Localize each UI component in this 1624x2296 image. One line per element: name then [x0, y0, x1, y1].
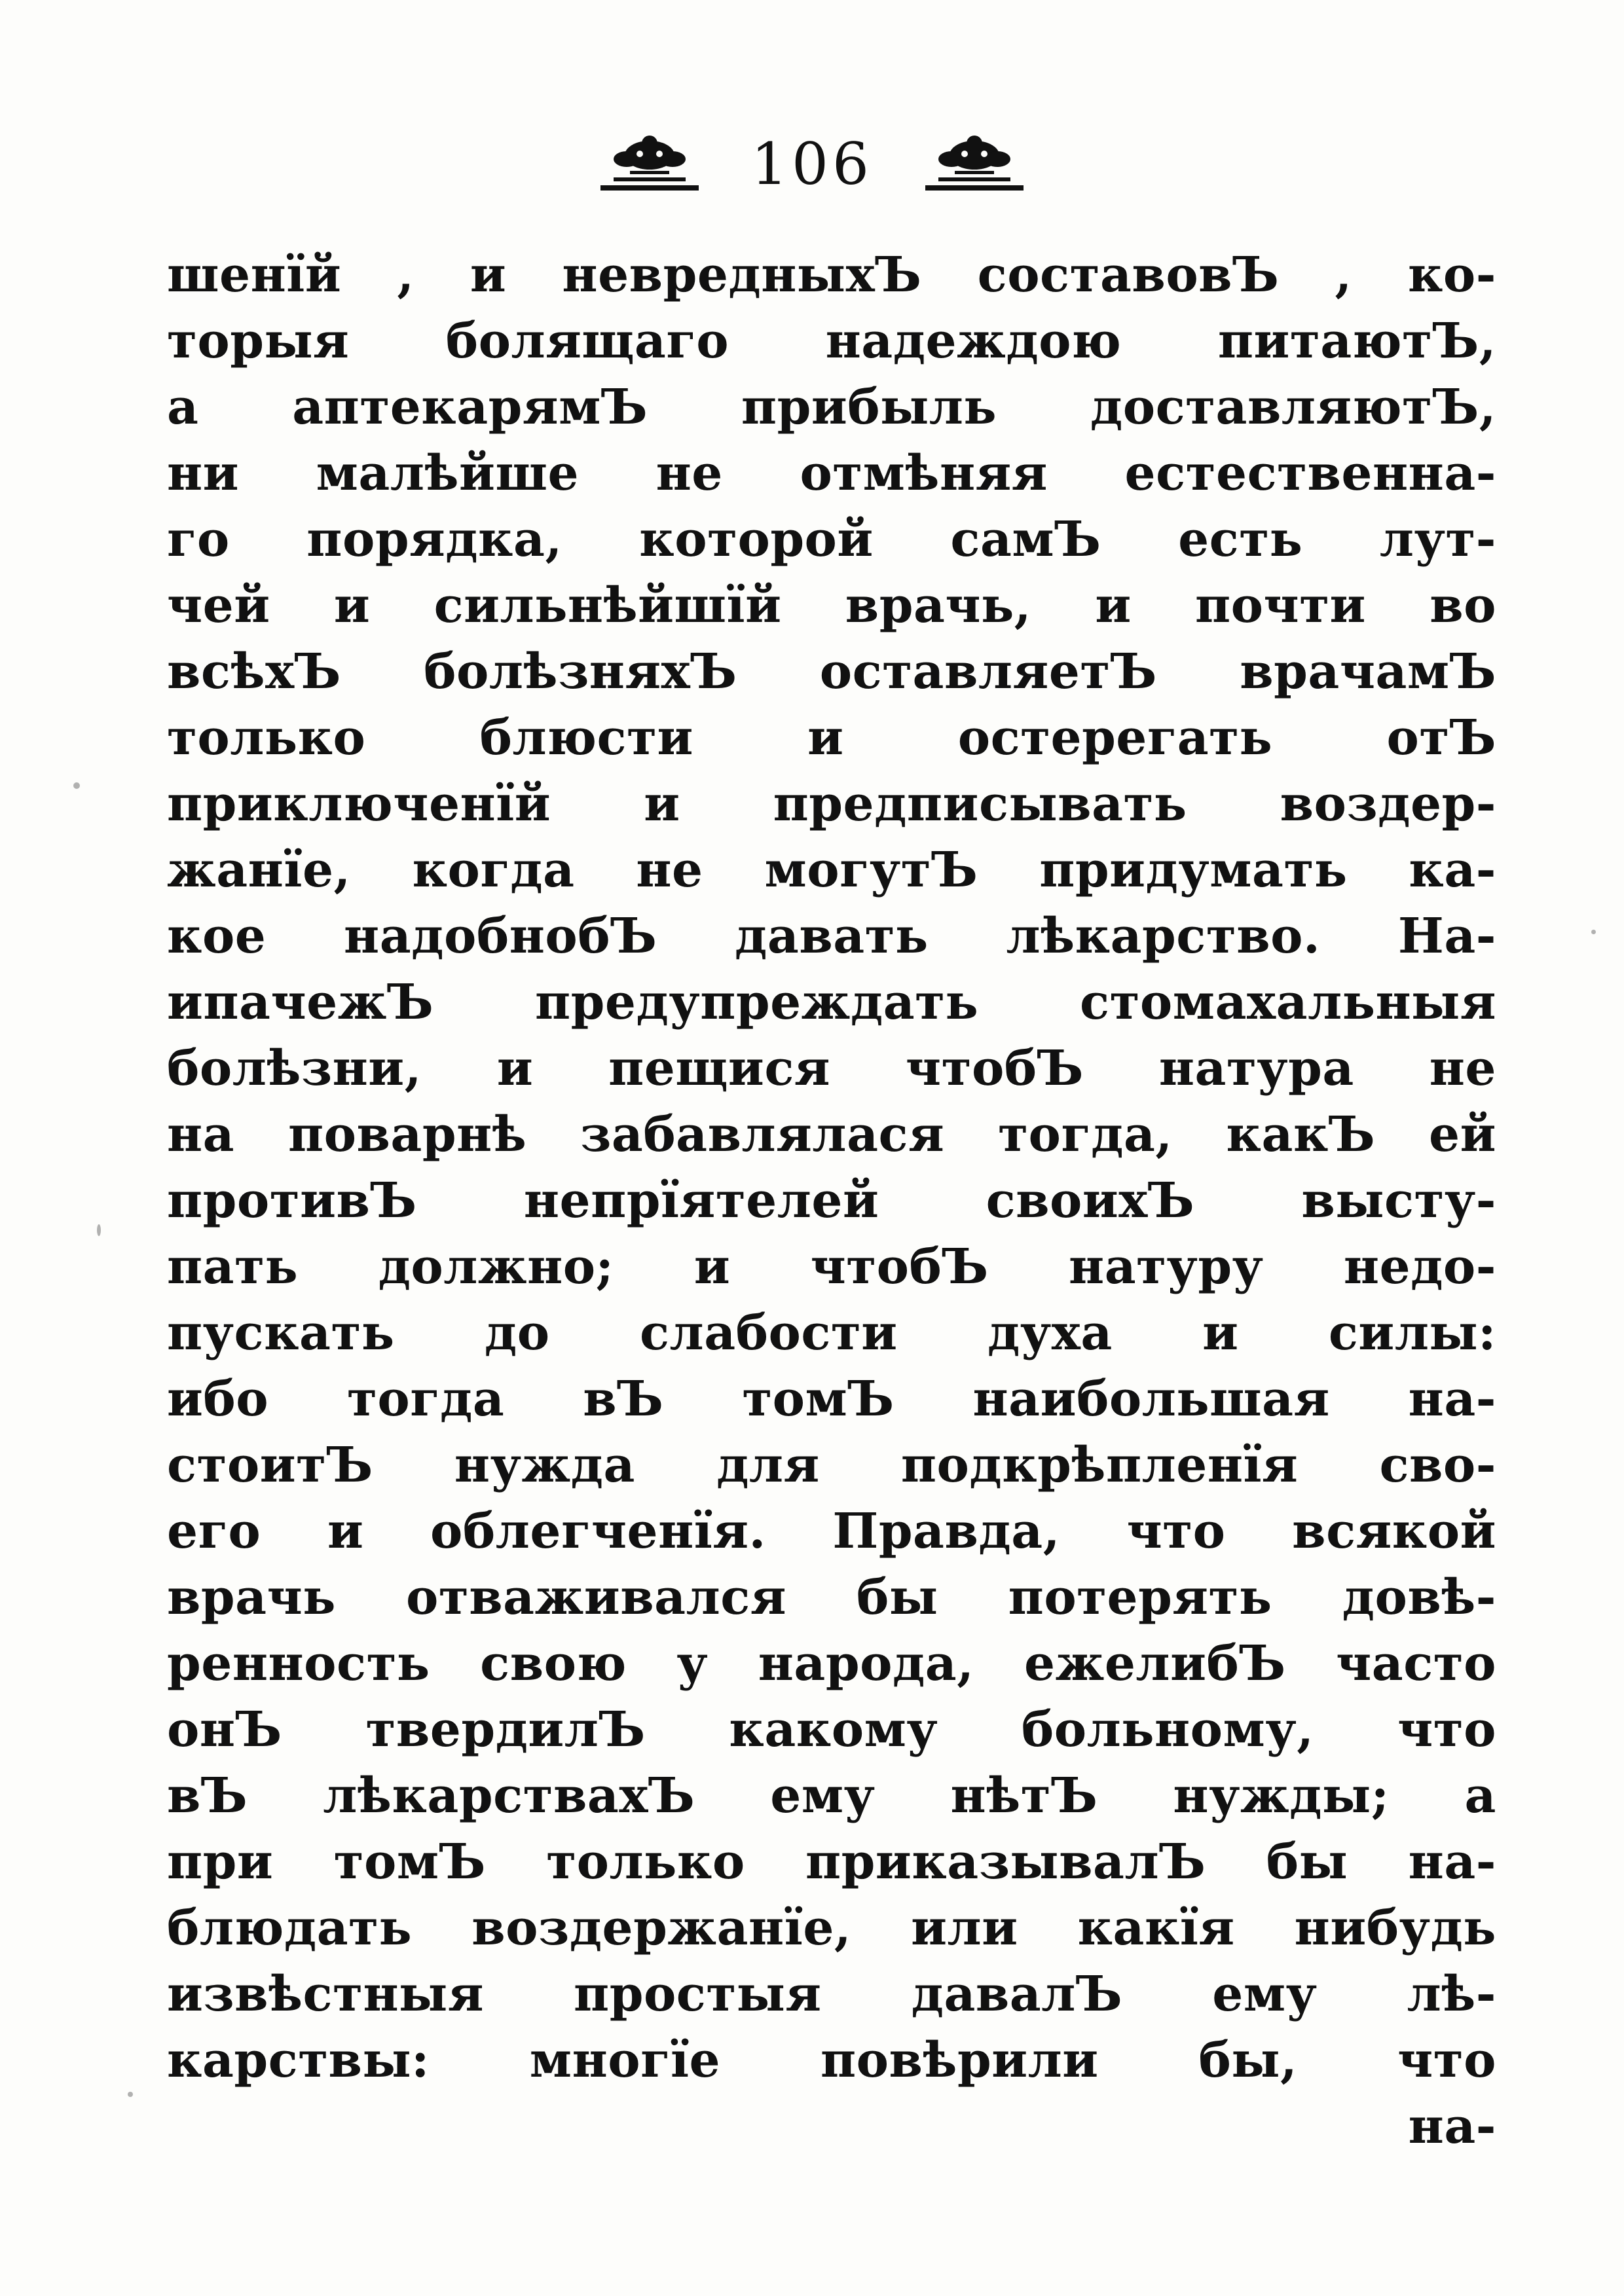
text-line: блюдать воздержанїе, или какїя нибудь — [167, 1900, 1496, 1956]
text-line: противЪ непрїятелей своихЪ высту- — [167, 1173, 1496, 1229]
text-line: онЪ твердилЪ какому больному, что — [167, 1702, 1496, 1758]
text-line: кое надобнобЪ давать лѣкарство. На- — [167, 908, 1496, 964]
catchword: на- — [1408, 2098, 1496, 2155]
text-line: пускать до слабости духа и силы: — [167, 1305, 1496, 1361]
ornament-icon — [919, 128, 1030, 200]
text-line: на поварнѣ забавлялася тогда, какЪ ей — [167, 1106, 1496, 1163]
text-line: всѣхЪ болѣзняхЪ оставляетЪ врачамЪ — [167, 644, 1496, 700]
text-line: карствы: многїе повѣрили бы, что — [167, 2032, 1496, 2088]
page-number: 106 — [751, 130, 873, 198]
text-line: извѣстныя простыя давалЪ ему лѣ- — [167, 1966, 1496, 2022]
ink-speck — [1591, 930, 1596, 934]
text-line: вЪ лѣкарствахЪ ему нѣтЪ нужды; а — [167, 1768, 1496, 1824]
text-line: шенїй , и невредныхЪ составовЪ , ко- — [167, 247, 1496, 303]
text-line: только блюсти и остерегать отЪ — [167, 710, 1496, 766]
ink-speck — [73, 782, 80, 789]
text-line: его и облегченїя. Правда, что всякой — [167, 1503, 1496, 1559]
text-line: ни малѣйше не отмѣняя естественна- — [167, 445, 1496, 501]
text-line: чей и сильнѣйшїй врачь, и почти во — [167, 577, 1496, 634]
page-header — [0, 115, 1624, 213]
text-line: врачь отваживался бы потерять довѣ- — [167, 1569, 1496, 1626]
text-line: ренность свою у народа, ежелибЪ часто — [167, 1635, 1496, 1692]
ornament-icon — [594, 128, 705, 200]
text-line: стоитЪ нужда для подкрѣпленїя сво- — [167, 1437, 1496, 1493]
text-line: ибо тогда вЪ томЪ наибольшая на- — [167, 1371, 1496, 1427]
text-line: торыя болящаго надеждою питаютЪ, — [167, 313, 1496, 369]
text-line: го порядка, которой самЪ есть лут- — [167, 511, 1496, 568]
text-line: пать должно; и чтобЪ натуру недо- — [167, 1239, 1496, 1295]
text-line: болѣзни, и пещися чтобЪ натура не — [167, 1040, 1496, 1097]
text-line: приключенїй и предписывать воздер- — [167, 776, 1496, 832]
ink-speck — [128, 2092, 133, 2097]
text-line: а аптекарямЪ прибыль доставляютЪ, — [167, 379, 1496, 435]
ink-speck — [97, 1224, 101, 1236]
text-line: жанїе, когда не могутЪ придумать ка- — [167, 842, 1496, 898]
text-line: при томЪ только приказывалЪ бы на- — [167, 1834, 1496, 1890]
text-line: ипачежЪ предупреждать стомахальныя — [167, 974, 1496, 1030]
page-body-text — [167, 242, 1496, 2160]
